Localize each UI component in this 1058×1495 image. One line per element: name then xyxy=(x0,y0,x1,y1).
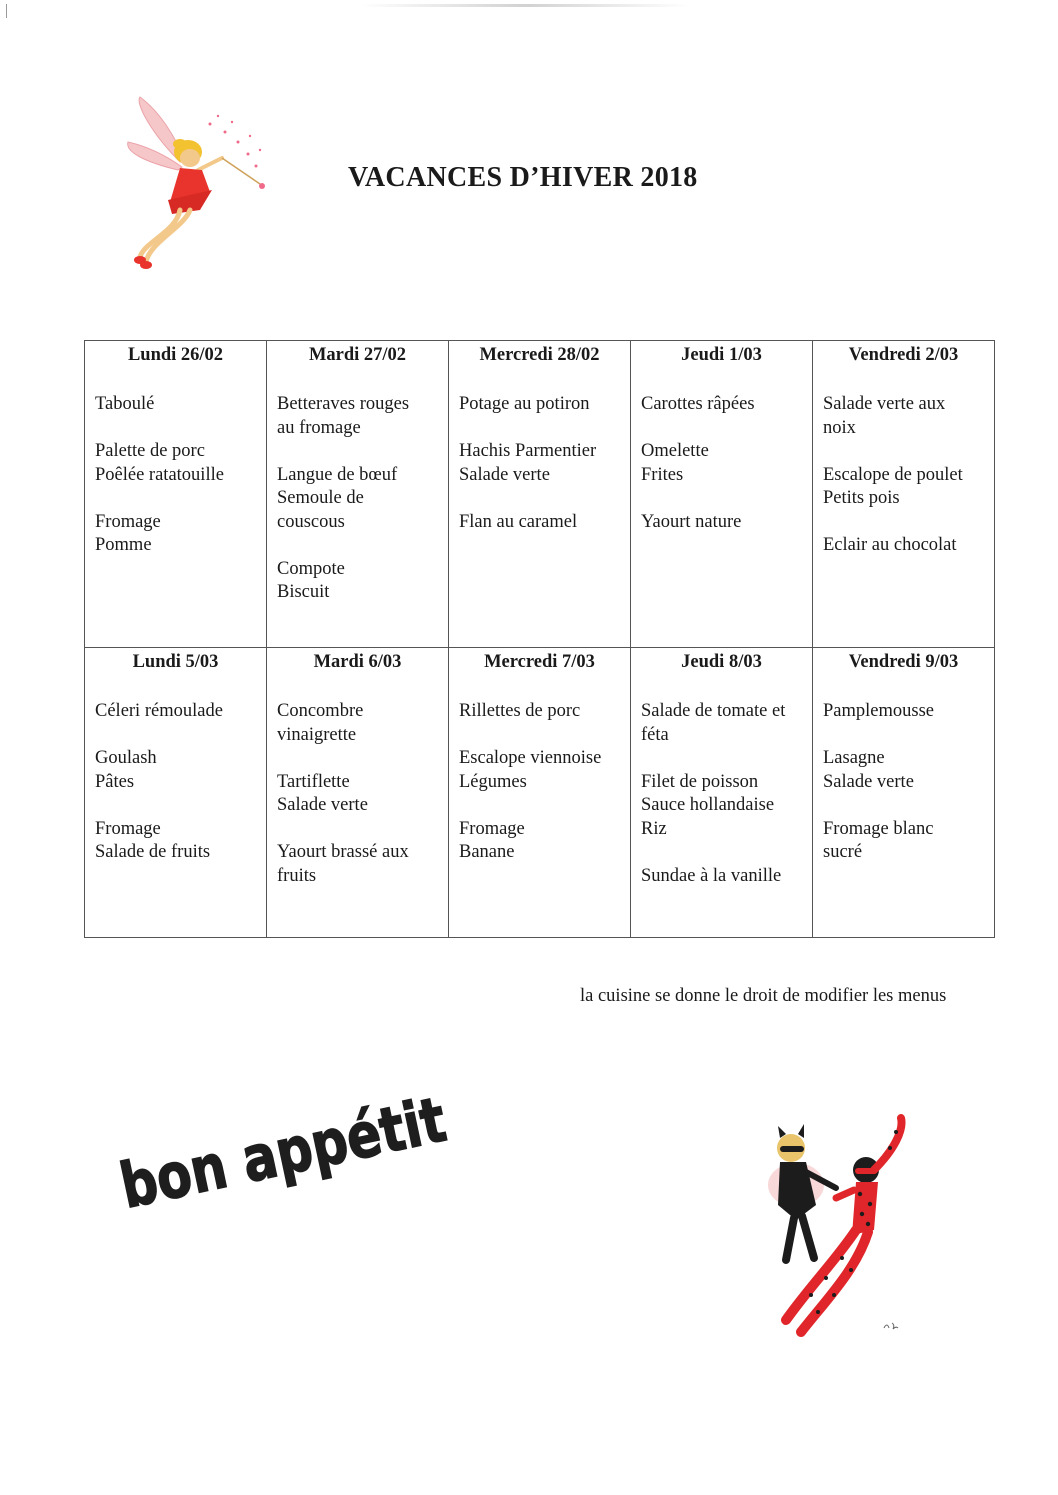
day-cell xyxy=(449,341,631,648)
dish: sucré xyxy=(823,842,863,862)
page-title: VACANCES D’HIVER 2018 xyxy=(348,162,698,193)
day-cell xyxy=(267,648,449,938)
dish: Poêlée ratatouille xyxy=(95,464,224,485)
dish: Lasagne xyxy=(823,748,885,768)
dish-list xyxy=(631,680,812,888)
scan-artifact-top xyxy=(360,4,690,7)
dish: Salade verte aux xyxy=(823,394,946,414)
dish: féta xyxy=(641,724,669,745)
dish: Biscuit xyxy=(277,582,330,602)
dish: Salade de tomate et xyxy=(641,701,786,721)
dish: Eclair au chocolat xyxy=(823,535,957,555)
dish: Fromage blanc xyxy=(823,818,934,839)
course-gap xyxy=(459,487,622,511)
dish-list xyxy=(449,373,630,534)
dish: Taboulé xyxy=(95,394,155,414)
course-gap xyxy=(823,511,986,535)
dish: Semoule de xyxy=(277,488,364,508)
bon-appetit-wordart xyxy=(113,1060,527,1230)
day-cell xyxy=(267,341,449,648)
dish: Escalope de poulet xyxy=(823,464,963,485)
day-header: Mercredi 7/03 xyxy=(484,652,595,672)
course-gap xyxy=(459,724,622,748)
course-gap xyxy=(823,724,986,748)
dish: Fromage xyxy=(459,818,525,839)
day-cell xyxy=(85,341,267,648)
dish-list xyxy=(449,680,630,865)
menu-table xyxy=(84,340,995,938)
dish: Salade verte xyxy=(277,795,368,815)
dish: Filet de poisson xyxy=(641,771,759,792)
day-header: Mardi 27/02 xyxy=(308,345,407,365)
dish: Sauce hollandaise xyxy=(641,795,775,815)
dish: Concombre xyxy=(277,701,364,721)
dish-list xyxy=(267,680,448,888)
dish: Tartiflette xyxy=(277,771,350,792)
course-gap xyxy=(95,487,258,511)
dish: Goulash xyxy=(95,748,157,768)
course-gap xyxy=(459,417,622,441)
course-gap xyxy=(641,747,804,771)
dish: Compote xyxy=(277,558,345,579)
dish: Pamplemousse xyxy=(823,701,934,721)
course-gap xyxy=(95,417,258,441)
dish: Escalope viennoise xyxy=(459,748,602,768)
dish: Frites xyxy=(641,464,684,485)
day-header: Vendredi 2/03 xyxy=(848,345,959,365)
dish: Pomme xyxy=(95,535,152,555)
course-gap xyxy=(459,794,622,818)
day-header: Mercredi 28/02 xyxy=(479,345,600,365)
dish: Palette de porc xyxy=(95,441,205,461)
course-gap xyxy=(641,841,804,865)
fairy-illustration xyxy=(110,92,280,277)
dish-list xyxy=(267,373,448,605)
dish: Petits pois xyxy=(823,488,900,508)
dish: Salade de fruits xyxy=(95,842,211,862)
heroes-illustration xyxy=(756,1110,926,1345)
dish: Yaourt brassé aux xyxy=(277,842,409,862)
dish: noix xyxy=(823,417,856,438)
day-header: Jeudi 1/03 xyxy=(681,345,762,365)
day-header: Jeudi 8/03 xyxy=(681,652,762,672)
dish: Rillettes de porc xyxy=(459,701,581,721)
dish-list xyxy=(631,373,812,534)
dish: fruits xyxy=(277,865,317,886)
dish: Fromage xyxy=(95,511,161,532)
scan-artifact-left xyxy=(6,4,7,18)
day-cell xyxy=(449,648,631,938)
day-cell xyxy=(631,648,813,938)
dish: Yaourt nature xyxy=(641,511,742,532)
dish: Carottes râpées xyxy=(641,394,755,414)
dish: Betteraves rouges xyxy=(277,394,410,414)
dish: couscous xyxy=(277,511,345,532)
day-cell xyxy=(813,341,995,648)
dish: Langue de bœuf xyxy=(277,464,398,485)
dish: Fromage xyxy=(95,818,161,839)
course-gap xyxy=(823,794,986,818)
signoff-text: bon appétit xyxy=(113,1066,527,1223)
course-gap xyxy=(95,724,258,748)
course-gap xyxy=(823,440,986,464)
day-cell xyxy=(813,648,995,938)
dish: Sundae à la vanille xyxy=(641,865,782,886)
day-header: Lundi 5/03 xyxy=(132,652,219,672)
course-gap xyxy=(277,747,440,771)
dish: vinaigrette xyxy=(277,724,357,745)
day-header: Lundi 26/02 xyxy=(127,345,224,365)
week-row xyxy=(85,648,995,938)
dish: Flan au caramel xyxy=(459,511,578,532)
day-header: Mardi 6/03 xyxy=(313,652,402,672)
dish: Banane xyxy=(459,842,515,862)
dish-list xyxy=(813,680,994,865)
dish: Salade verte xyxy=(823,771,914,792)
course-gap xyxy=(277,440,440,464)
dish: Salade verte xyxy=(459,464,550,485)
day-header: Vendredi 9/03 xyxy=(848,652,959,672)
course-gap xyxy=(277,818,440,842)
dish-list xyxy=(85,373,266,558)
day-cell xyxy=(631,341,813,648)
dish: Céleri rémoulade xyxy=(95,701,223,721)
dish: Pâtes xyxy=(95,771,135,792)
dish: Omelette xyxy=(641,441,709,461)
week-row xyxy=(85,341,995,648)
dish: Riz xyxy=(641,818,667,839)
course-gap xyxy=(641,487,804,511)
course-gap xyxy=(95,794,258,818)
day-cell xyxy=(85,648,267,938)
course-gap xyxy=(277,534,440,558)
dish: Hachis Parmentier xyxy=(459,441,597,461)
dish-list xyxy=(813,373,994,558)
course-gap xyxy=(641,417,804,441)
dish: au fromage xyxy=(277,417,361,438)
disclaimer-note: la cuisine se donne le droit de modifier les menus xyxy=(580,986,947,1006)
dish-list xyxy=(85,680,266,865)
dish: Potage au potiron xyxy=(459,394,590,414)
dish: Légumes xyxy=(459,771,527,792)
